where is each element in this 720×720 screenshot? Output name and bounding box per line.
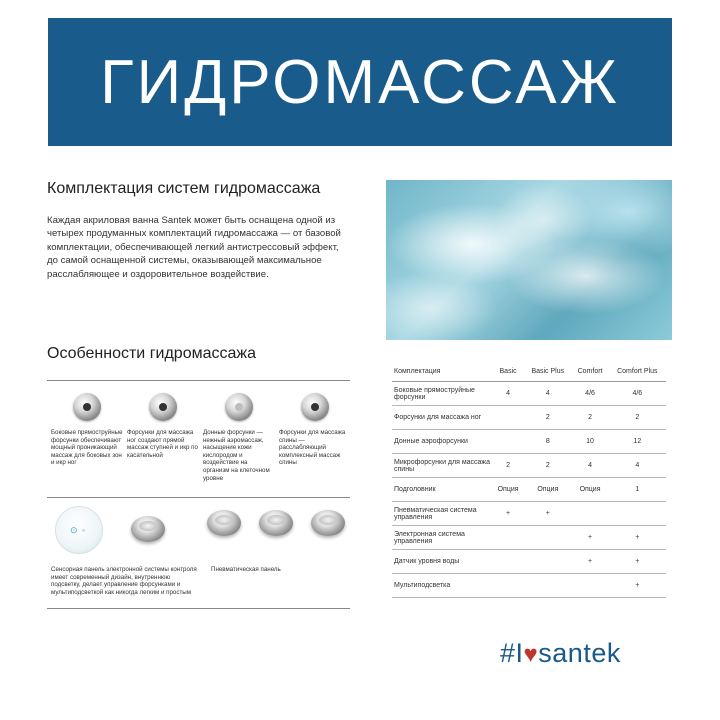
- jets-row: [47, 381, 350, 497]
- table-row: [392, 406, 666, 430]
- table-cell: [492, 406, 524, 430]
- table-cell: +: [524, 502, 571, 526]
- column-header: Comfort Plus: [609, 364, 666, 382]
- pneumatic-button-icon: [207, 510, 241, 536]
- bottom-jet-icon: [225, 393, 253, 421]
- table-cell: [492, 526, 524, 550]
- table-cell: 10: [571, 430, 608, 454]
- panel-display-icon: ⊙ ◦: [70, 525, 87, 535]
- table-row: [392, 550, 666, 574]
- hydromassage-water-image: [386, 180, 672, 340]
- divider: [47, 608, 350, 609]
- table-header-row: [392, 364, 666, 382]
- table-cell: 1: [609, 478, 666, 502]
- table-cell: 2: [492, 454, 524, 478]
- table-cell: 4: [492, 382, 524, 406]
- table-cell: 12: [609, 430, 666, 454]
- table-row: [392, 454, 666, 478]
- table-cell: [524, 550, 571, 574]
- feature-back-jets: [279, 381, 351, 467]
- features-block: [47, 380, 350, 609]
- spec-table: [392, 364, 666, 598]
- table-cell: Датчик уровня воды: [392, 550, 492, 574]
- pneumatic-panel-caption: Пневматическая панель: [211, 566, 281, 573]
- feature-bottom-jets: [203, 381, 275, 482]
- table-row: [392, 382, 666, 406]
- title-banner: [48, 18, 672, 146]
- table-cell: Мультиподсветка: [392, 574, 492, 598]
- feature-caption: Боковые прямоструйные форсунки обеспечивают мощный проникающий массаж для боковых зон и икр ног: [51, 429, 123, 467]
- side-jet-icon: [73, 393, 101, 421]
- touch-panel-caption: Сенсорная панель электронной системы контроля имеет современный дизайн, внутреннюю подсветку, делает управление форсунками и мультиподсветкой как никогда легким и простым: [51, 566, 197, 596]
- feature-side-jets: [51, 381, 123, 467]
- feature-caption: Донные форсунки — нежный аэромассаж, насыщение кожи кислородом и воздействие на организм на клеточном уровне: [203, 429, 270, 482]
- table-cell: 2: [571, 406, 608, 430]
- table-cell: [524, 574, 571, 598]
- table-cell: [571, 574, 608, 598]
- panels-row: [47, 498, 350, 608]
- pneumatic-button-icon: [131, 516, 165, 542]
- table-cell: [609, 502, 666, 526]
- table-row: [392, 526, 666, 550]
- feature-caption: Форсунки для массажа ног создают прямой массаж ступней и икр по касательной: [127, 429, 198, 459]
- table-cell: Форсунки для массажа ног: [392, 406, 492, 430]
- table-cell: Донные аэрофорсунки: [392, 430, 492, 454]
- table-cell: 4/6: [571, 382, 608, 406]
- table-cell: +: [571, 550, 608, 574]
- table-cell: 4/6: [609, 382, 666, 406]
- pneumatic-button-icon: [259, 510, 293, 536]
- table-cell: 4: [609, 454, 666, 478]
- column-header: Comfort: [571, 364, 608, 382]
- logo-prefix: #I: [500, 638, 524, 668]
- table-row: [392, 502, 666, 526]
- intro-title: Комплектация систем гидромассажа: [47, 180, 321, 197]
- table-cell: 4: [571, 454, 608, 478]
- table-row: [392, 430, 666, 454]
- pneumatic-button-icon: [311, 510, 345, 536]
- heart-icon: ♥: [523, 641, 539, 668]
- table-cell: 4: [524, 382, 571, 406]
- table-cell: Боковые прямоструйные форсунки: [392, 382, 492, 406]
- table-cell: 2: [524, 406, 571, 430]
- table-cell: [492, 430, 524, 454]
- table-cell: Опция: [492, 478, 524, 502]
- table-cell: [524, 526, 571, 550]
- table-cell: Электронная система управления: [392, 526, 492, 550]
- table-cell: [571, 502, 608, 526]
- table-cell: [492, 550, 524, 574]
- table-cell: 8: [524, 430, 571, 454]
- table-cell: +: [571, 526, 608, 550]
- column-header: Комплектация: [392, 364, 492, 382]
- page-title: ГИДРОМАССАЖ: [100, 47, 620, 117]
- table-cell: +: [609, 574, 666, 598]
- brand-logo: [500, 638, 621, 669]
- table-cell: Опция: [571, 478, 608, 502]
- table-cell: Пневматическая система управления: [392, 502, 492, 526]
- table-cell: Подголовник: [392, 478, 492, 502]
- table-cell: +: [609, 550, 666, 574]
- foot-jet-icon: [149, 393, 177, 421]
- table-row: [392, 574, 666, 598]
- feature-foot-jets: [127, 381, 199, 459]
- back-jet-icon: [301, 393, 329, 421]
- feature-caption: Форсунки для массажа спины — расслабляющий комплексный массаж спины: [279, 429, 346, 467]
- touch-panel-icon: [55, 506, 103, 554]
- logo-brand: santek: [538, 638, 621, 668]
- table-cell: +: [609, 526, 666, 550]
- intro-text: Каждая акриловая ванна Santek может быть оснащена одной из четырех продуманных комплектаций гидромассажа — от базовой комплектации, обеспечивающей легкий антистрессовый эффект, до самой оснащенной системы, оказывающей максимальное расслабляющее и оздоровительное воздействие.: [47, 215, 341, 280]
- features-title: Особенности гидромассажа: [47, 345, 256, 362]
- column-header: Basic: [492, 364, 524, 382]
- table-row: [392, 478, 666, 502]
- table-cell: [492, 574, 524, 598]
- table-cell: 2: [524, 454, 571, 478]
- table-cell: +: [492, 502, 524, 526]
- column-header: Basic Plus: [524, 364, 571, 382]
- table-cell: Микрофорсунки для массажа спины: [392, 454, 492, 478]
- table-cell: Опция: [524, 478, 571, 502]
- table-cell: 2: [609, 406, 666, 430]
